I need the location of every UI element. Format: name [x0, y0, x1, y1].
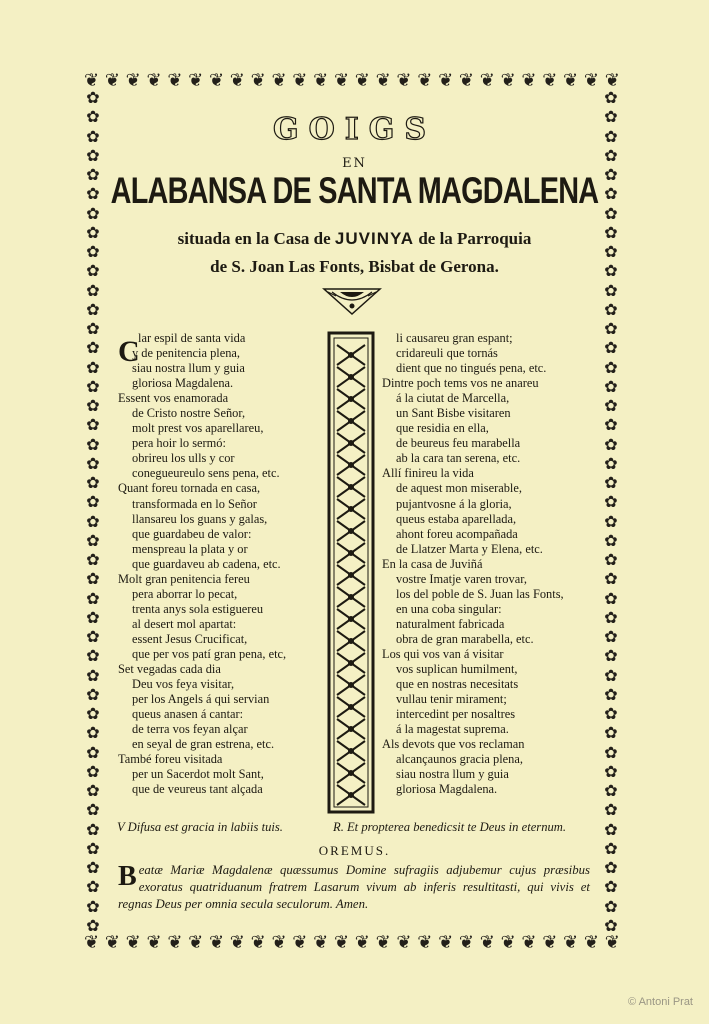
floral-ornament-icon: ✿	[604, 107, 618, 127]
floral-ornament-icon: ❦	[84, 934, 100, 952]
verse-line: Dintre poch tems vos ne anareu	[382, 376, 539, 391]
floral-ornament-icon: ❦	[500, 934, 516, 952]
floral-ornament-icon: ✿	[604, 896, 618, 916]
floral-ornament-icon: ✿	[604, 607, 618, 627]
floral-ornament-icon: ✿	[604, 396, 618, 415]
floral-ornament-icon: ✿	[604, 569, 618, 589]
floral-ornament-icon: ✿	[86, 280, 100, 300]
floral-ornament-icon: ✿	[86, 434, 100, 454]
floral-ornament-icon: ❦	[375, 934, 391, 952]
floral-ornament-icon: ❦	[146, 934, 162, 952]
verse-line: llansareu los guans y galas,	[132, 511, 268, 526]
verse-line: de Llatzer Marta y Elena, etc.	[396, 541, 543, 556]
floral-ornament-icon: ✿	[604, 742, 618, 762]
floral-ornament-icon: ❦	[542, 934, 558, 952]
floral-ornament-icon: ✿	[86, 415, 100, 435]
floral-ornament-icon: ❦	[521, 72, 537, 90]
verse-line: conegueureulo sens pena, etc.	[132, 466, 280, 481]
floral-ornament-icon: ✿	[604, 550, 618, 569]
border-top	[84, 72, 620, 90]
verse-line: Quant foreu tornada en casa,	[118, 481, 261, 496]
lattice-dot	[348, 374, 354, 380]
floral-ornament-icon: ❦	[208, 934, 225, 952]
verse-line: á la magestat suprema.	[396, 722, 509, 737]
subtitle-line-1	[0, 229, 709, 249]
lattice-dot	[348, 704, 354, 710]
floral-ornament-icon: ❦	[354, 72, 370, 90]
floral-ornament-icon: ✿	[604, 299, 618, 319]
floral-ornament-icon: ❦	[333, 72, 350, 90]
verse-line: naturalment fabricada	[396, 616, 505, 631]
verse-line: al desert mol apartat:	[132, 616, 237, 631]
prayer-dropcap: B	[118, 861, 137, 892]
floral-ornament-icon: ✿	[604, 838, 618, 858]
floral-ornament-icon: ❦	[375, 72, 391, 90]
verse-line: obra de gran marabella, etc.	[396, 631, 534, 646]
floral-ornament-icon: ❦	[354, 934, 370, 952]
floral-ornament-icon: ✿	[86, 838, 100, 858]
floral-ornament-icon: ❦	[229, 934, 245, 952]
lattice-dot	[348, 770, 354, 776]
floral-ornament-icon: ✿	[86, 261, 100, 281]
floral-ornament-icon: ✿	[604, 723, 618, 743]
floral-ornament-icon: ❦	[84, 72, 100, 90]
verse-line: li causareu gran espant;	[396, 331, 513, 345]
en-label: EN	[342, 156, 367, 171]
prayer-text: eatæ Mariæ Magdalenæ quæssumus Domine sufragiis adjubemur cujus præsibus exoratus quatriduanum fratrem Lasarum vivum ab inferis resultitasti, qui vivis et regnas Deus per omnia secula seculorum. Amen.	[118, 863, 590, 911]
border-bottom	[84, 934, 620, 952]
verse-line: pujantvosne á la gloria,	[396, 496, 512, 511]
floral-ornament-icon: ❦	[250, 72, 266, 90]
floral-ornament-icon: ❦	[146, 72, 162, 90]
floral-ornament-icon: ❦	[208, 72, 225, 90]
verse-line: molt prest vos aparellareu,	[132, 421, 264, 436]
verse-line: Deu vos feya visitar,	[132, 677, 235, 692]
floral-ornament-icon: ❦	[438, 934, 454, 952]
floral-ornament-icon: ❦	[417, 934, 433, 952]
floral-ornament-icon: ✿	[604, 492, 618, 512]
floral-ornament-icon: ✿	[86, 319, 100, 338]
floral-ornament-icon: ✿	[604, 319, 618, 338]
floral-ornament-icon: ✿	[604, 530, 618, 550]
verse-line: que residia en ella,	[396, 421, 489, 436]
floral-ornament-icon: ✿	[86, 915, 100, 934]
floral-ornament-icon: ✿	[604, 646, 618, 666]
floral-ornament-icon: ❦	[542, 72, 558, 90]
floral-ornament-icon: ❦	[292, 72, 308, 90]
verse-line: Molt gran penitencia fereu	[118, 571, 250, 586]
floral-ornament-icon: ✿	[86, 473, 100, 492]
floral-ornament-icon: ❦	[479, 72, 495, 90]
floral-ornament-icon: ✿	[86, 627, 100, 646]
floral-ornament-icon: ❦	[333, 934, 350, 952]
floral-ornament-icon: ✿	[86, 299, 100, 319]
floral-ornament-icon: ❦	[188, 72, 204, 90]
verse-line: vostre Imatje varen trovar,	[396, 571, 527, 586]
floral-ornament-icon: ❦	[167, 72, 183, 90]
verse-line: gloriosa Magdalena.	[396, 782, 498, 797]
floral-ornament-icon: ✿	[86, 145, 100, 165]
lattice-dot	[348, 352, 354, 358]
floral-ornament-icon: ✿	[86, 550, 100, 569]
floral-ornament-icon: ✿	[86, 338, 100, 358]
floral-ornament-icon: ✿	[604, 280, 618, 300]
verse-line: y de penitencia plena,	[132, 346, 241, 361]
verse-line: trenta anys sola estiguereu	[132, 601, 264, 616]
lattice-dot	[348, 726, 354, 732]
verse-line: que de veureus tant alçada	[132, 782, 263, 797]
floral-ornament-icon: ✿	[604, 453, 618, 473]
floral-ornament-icon: ❦	[188, 934, 204, 952]
verse-line: lar espil de santa vida	[138, 331, 246, 345]
floral-ornament-icon: ✿	[86, 376, 100, 396]
floral-ornament-icon: ❦	[125, 934, 141, 952]
floral-ornament-icon: ✿	[604, 261, 618, 281]
floral-ornament-icon: ❦	[604, 934, 620, 952]
verse-line: ab la cara tan serena, etc.	[396, 451, 521, 466]
floral-ornament-icon: ✿	[604, 434, 618, 454]
floral-ornament-icon: ❦	[167, 934, 183, 952]
verse-line: en una coba singular:	[396, 601, 502, 616]
lattice-dot	[348, 792, 354, 798]
verse-line: obrireu los ulls y cor	[132, 451, 235, 466]
floral-ornament-icon: ✿	[86, 511, 100, 531]
verse-line: transformada en lo Señor	[132, 496, 257, 511]
prayer-paragraph	[118, 862, 590, 913]
floral-ornament-icon: ❦	[458, 72, 474, 90]
floral-ornament-icon: ✿	[86, 877, 100, 897]
floral-ornament-icon: ✿	[86, 184, 100, 204]
response-text: R. Et propterea benedicsit te Deus in eternum.	[333, 820, 567, 834]
lattice-dot	[348, 748, 354, 754]
floral-ornament-icon: ✿	[86, 203, 100, 223]
main-title: ALABANSA DE SANTA MAGDALENA	[110, 170, 599, 211]
floral-ornament-icon: ✿	[86, 126, 100, 146]
lattice-dot	[348, 506, 354, 512]
floral-ornament-icon: ✿	[86, 858, 100, 877]
floral-ornament-icon: ✿	[86, 569, 100, 589]
versicle-text: V Difusa est gracia in labiis tuis.	[117, 820, 283, 834]
subtitle-text-a: situada en la Casa de	[177, 229, 335, 248]
verse-line: cridareuli que tornás	[396, 346, 498, 361]
subtitle-house-name: JUVINYA	[334, 229, 415, 248]
lattice-dot	[348, 462, 354, 468]
floral-ornament-icon: ❦	[250, 934, 266, 952]
verse-line: ahont foreu acompañada	[396, 526, 518, 541]
verse-line: per un Sacerdot molt Sant,	[132, 767, 264, 782]
floral-ornament-icon: ❦	[271, 72, 287, 90]
floral-ornament-icon: ✿	[604, 877, 618, 897]
verse-line: que guardabeu de valor:	[132, 526, 252, 541]
floral-ornament-icon: ✿	[604, 165, 618, 184]
floral-ornament-icon: ✿	[86, 165, 100, 184]
verse-line: menspreau la plata y or	[132, 541, 248, 556]
verse-line: També foreu visitada	[118, 752, 223, 767]
verse-line: de terra vos feyan alçar	[132, 722, 248, 737]
floral-ornament-icon: ✿	[604, 858, 618, 877]
verse-line: dient que no tingués pena, etc.	[396, 361, 547, 376]
floral-ornament-icon: ✿	[604, 126, 618, 146]
floral-ornament-icon: ✿	[86, 107, 100, 127]
verse-line: que en nostras necesitats	[396, 677, 519, 692]
verse-line: los del poble de S. Juan las Fonts,	[396, 586, 564, 601]
floral-ornament-icon: ❦	[292, 934, 308, 952]
floral-ornament-icon: ❦	[104, 72, 120, 90]
lattice-dot	[348, 440, 354, 446]
floral-ornament-icon: ❦	[479, 934, 495, 952]
floral-ornament-icon: ✿	[604, 627, 618, 646]
floral-ornament-icon: ✿	[86, 819, 100, 839]
verse-line: de Cristo nostre Señor,	[132, 406, 246, 421]
oremus-heading: OREMUS.	[318, 843, 391, 858]
verse-line: á la ciutat de Marcella,	[396, 391, 510, 406]
verse-line: pera aborrar lo pecat,	[132, 586, 238, 601]
floral-ornament-icon: ❦	[583, 934, 599, 952]
lattice-dot	[348, 616, 354, 622]
photo-credit: © Antoni Prat	[628, 996, 693, 1008]
verses-left-column	[118, 331, 318, 797]
floral-ornament-icon: ❦	[313, 934, 329, 952]
floral-ornament-icon: ❦	[563, 934, 579, 952]
lattice-dot	[348, 396, 354, 402]
floral-ornament-icon: ✿	[86, 222, 100, 242]
floral-ornament-icon: ✿	[86, 357, 100, 377]
verse-line: Allí finireu la vida	[382, 466, 474, 481]
floral-ornament-icon: ✿	[604, 781, 618, 800]
floral-ornament-icon: ✿	[86, 90, 100, 107]
floral-ornament-icon: ✿	[86, 800, 100, 820]
floral-ornament-icon: ✿	[86, 723, 100, 743]
floral-ornament-icon: ✿	[86, 665, 100, 685]
floral-ornament-icon: ✿	[86, 492, 100, 512]
floral-ornament-icon: ❦	[313, 72, 329, 90]
floral-ornament-icon: ❦	[271, 934, 287, 952]
verse-line: pera hoir lo sermó:	[132, 436, 226, 451]
floral-ornament-icon: ❦	[417, 72, 433, 90]
verse-line: vos suplican humilment,	[396, 662, 518, 677]
floral-ornament-icon: ❦	[125, 72, 141, 90]
verse-line: essent Jesus Crucificat,	[132, 631, 248, 646]
floral-ornament-icon: ✿	[604, 473, 618, 492]
floral-ornament-icon: ✿	[604, 90, 618, 107]
floral-ornament-icon: ✿	[604, 915, 618, 934]
floral-ornament-icon: ✿	[86, 646, 100, 666]
floral-ornament-icon: ❦	[521, 934, 537, 952]
lattice-dot	[348, 572, 354, 578]
floral-ornament-icon: ✿	[86, 742, 100, 762]
floral-ornament-icon: ✿	[604, 665, 618, 685]
floral-ornament-icon: ✿	[604, 242, 618, 261]
floral-ornament-icon: ❦	[438, 72, 454, 90]
vignette-ornament-icon	[322, 286, 382, 316]
verse-line: de beureus feu marabella	[396, 436, 521, 451]
verse-dropcap: C	[118, 335, 140, 368]
floral-ornament-icon: ❦	[604, 72, 620, 90]
floral-ornament-icon: ✿	[86, 684, 100, 704]
floral-ornament-icon: ✿	[86, 242, 100, 261]
floral-ornament-icon: ✿	[604, 357, 618, 377]
verse-line: Als devots que vos reclaman	[382, 737, 525, 752]
verse-line: de aquest mon miserable,	[396, 481, 522, 496]
lattice-dot	[348, 682, 354, 688]
floral-ornament-icon: ✿	[86, 530, 100, 550]
verses-right-column	[382, 331, 597, 797]
floral-ornament-icon: ✿	[86, 704, 100, 723]
verse-line: intercedint per nosaltres	[396, 707, 516, 722]
border-right	[602, 90, 620, 934]
floral-ornament-icon: ✿	[604, 145, 618, 165]
verse-line: alcançaunos gracia plena,	[396, 752, 523, 767]
verse-line: Los qui vos van á visitar	[382, 646, 504, 661]
floral-ornament-icon: ✿	[604, 338, 618, 358]
lattice-dot	[348, 550, 354, 556]
floral-ornament-icon: ❦	[396, 934, 412, 952]
floral-ornament-icon: ✿	[604, 415, 618, 435]
floral-ornament-icon: ✿	[604, 684, 618, 704]
floral-ornament-icon: ✿	[86, 761, 100, 781]
verse-line: Set vegadas cada dia	[118, 662, 221, 677]
verse-line: siau nostra llum y guia	[396, 767, 509, 782]
floral-ornament-icon: ✿	[604, 819, 618, 839]
floral-ornament-icon: ✿	[604, 222, 618, 242]
floral-ornament-icon: ✿	[86, 588, 100, 608]
goigs-title: GOIGS	[272, 112, 437, 147]
verse-line: En la casa de Juviñá	[382, 556, 483, 571]
border-left	[84, 90, 102, 934]
verse-line: vullau tenir mirament;	[396, 692, 507, 707]
floral-ornament-icon: ✿	[604, 376, 618, 396]
lattice-dot	[348, 528, 354, 534]
verse-line: queus anasen á cantar:	[132, 707, 244, 722]
floral-ornament-icon: ✿	[86, 781, 100, 800]
lattice-dot	[348, 660, 354, 666]
floral-ornament-icon: ❦	[396, 72, 412, 90]
verse-line: que per vos patí gran pena, etc,	[132, 646, 287, 661]
floral-ornament-icon: ✿	[86, 607, 100, 627]
lattice-dot	[348, 418, 354, 424]
floral-ornament-icon: ✿	[604, 588, 618, 608]
floral-ornament-icon: ❦	[104, 934, 120, 952]
verse-line: gloriosa Magdalena.	[132, 376, 234, 391]
floral-ornament-icon: ✿	[604, 761, 618, 781]
lattice-dot	[348, 484, 354, 490]
floral-ornament-icon: ❦	[583, 72, 599, 90]
floral-ornament-icon: ✿	[86, 896, 100, 916]
lattice-dot	[348, 638, 354, 644]
verse-line: en seyal de gran estrena, etc.	[132, 737, 275, 752]
center-ornament-bar	[325, 331, 377, 814]
floral-ornament-icon: ✿	[604, 800, 618, 820]
verse-line: Essent vos enamorada	[118, 391, 229, 406]
floral-ornament-icon: ❦	[229, 72, 245, 90]
floral-ornament-icon: ✿	[86, 396, 100, 415]
verse-line: per los Angels á qui servian	[132, 692, 270, 707]
lattice-dot	[348, 594, 354, 600]
floral-ornament-icon: ❦	[563, 72, 579, 90]
subtitle-line-2: de S. Joan Las Fonts, Bisbat de Gerona.	[210, 257, 499, 276]
floral-ornament-icon: ✿	[604, 184, 618, 204]
floral-ornament-icon: ✿	[604, 704, 618, 723]
floral-ornament-icon: ❦	[458, 934, 474, 952]
floral-ornament-icon: ✿	[604, 203, 618, 223]
verse-line: que guardaveu ab cadena, etc.	[132, 556, 281, 571]
floral-ornament-icon: ❦	[500, 72, 516, 90]
floral-ornament-icon: ✿	[86, 453, 100, 473]
verse-line: queus estaba aparellada,	[396, 511, 517, 526]
verse-line: un Sant Bisbe visitaren	[396, 406, 511, 421]
floral-ornament-icon: ✿	[604, 511, 618, 531]
verse-line: siau nostra llum y guia	[132, 361, 245, 376]
subtitle-text-b: de la Parroquia	[414, 229, 532, 248]
